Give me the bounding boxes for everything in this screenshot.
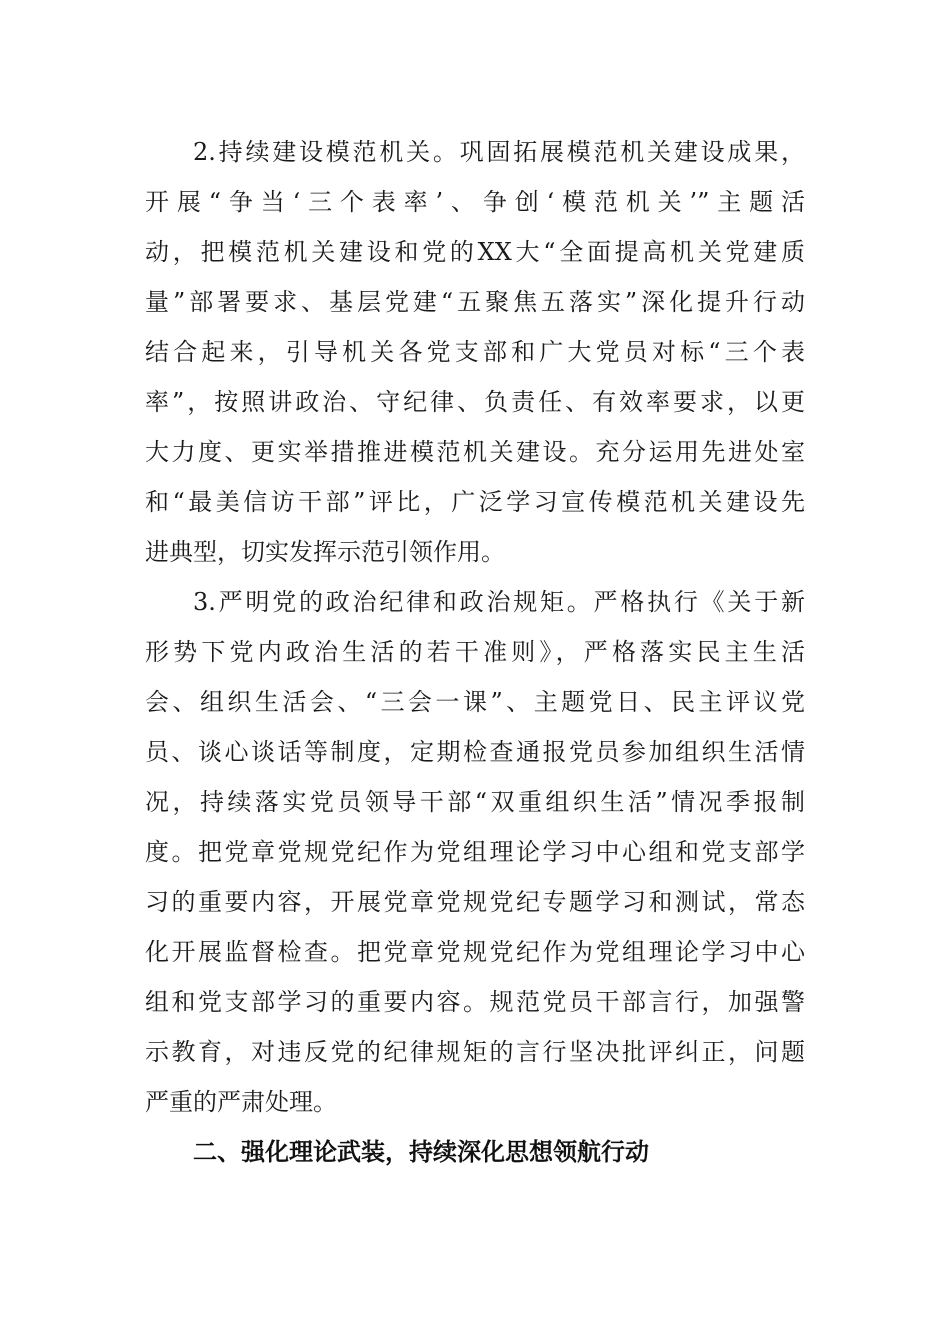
paragraph-1-line-8: 和“最美信访干部”评比，广泛学习宣传模范机关建设先 (145, 488, 805, 516)
paragraph-2-line-2: 形势下党内政治生活的若干准则》，严格落实民主生活 (145, 638, 805, 666)
paragraph-2-line-1: 3.严明党的政治纪律和政治规矩。严格执行《关于新 (193, 588, 805, 616)
paragraph-2-line-10: 示教育，对违反党的纪律规矩的言行坚决批评纠正，问题 (145, 1038, 805, 1066)
paragraph-1-line-3: 动，把模范机关建设和党的XX大“全面提高机关党建质 (145, 238, 805, 266)
paragraph-1-line-4: 量”部署要求、基层党建“五聚焦五落实”深化提升行动 (145, 288, 805, 316)
paragraph-1-line-5: 结合起来，引导机关各党支部和广大党员对标“三个表 (145, 338, 805, 366)
paragraph-2-line-11: 严重的严肃处理。 (145, 1088, 337, 1116)
paragraph-2-line-9: 组和党支部学习的重要内容。规范党员干部言行，加强警 (145, 988, 805, 1016)
paragraph-1-line-7: 大力度、更实举措推进模范机关建设。充分运用先进处室 (145, 438, 805, 466)
paragraph-2-line-3: 会、组织生活会、“三会一课”、主题党日、民主评议党 (145, 688, 805, 716)
paragraph-2-line-7: 习的重要内容，开展党章党规党纪专题学习和测试，常态 (145, 888, 805, 916)
paragraph-1-line-2: 开展“争当‘三个表率’、争创‘模范机关’”主题活 (145, 188, 805, 216)
paragraph-2-line-6: 度。把党章党规党纪作为党组理论学习中心组和党支部学 (145, 838, 805, 866)
paragraph-1-line-9: 进典型，切实发挥示范引领作用。 (145, 538, 505, 566)
paragraph-2-line-4: 员、谈心谈话等制度，定期检查通报党员参加组织生活情 (145, 738, 805, 766)
paragraph-2-line-5: 况，持续落实党员领导干部“双重组织生活”情况季报制 (145, 788, 805, 816)
paragraph-1-line-1: 2.持续建设模范机关。巩固拓展模范机关建设成果， (193, 138, 805, 166)
paragraph-2-line-8: 化开展监督检查。把党章党规党纪作为党组理论学习中心 (145, 938, 805, 966)
section-heading: 二、强化理论武装，持续深化思想领航行动 (193, 1138, 649, 1166)
paragraph-1-line-6: 率”，按照讲政治、守纪律、负责任、有效率要求，以更 (145, 388, 805, 416)
